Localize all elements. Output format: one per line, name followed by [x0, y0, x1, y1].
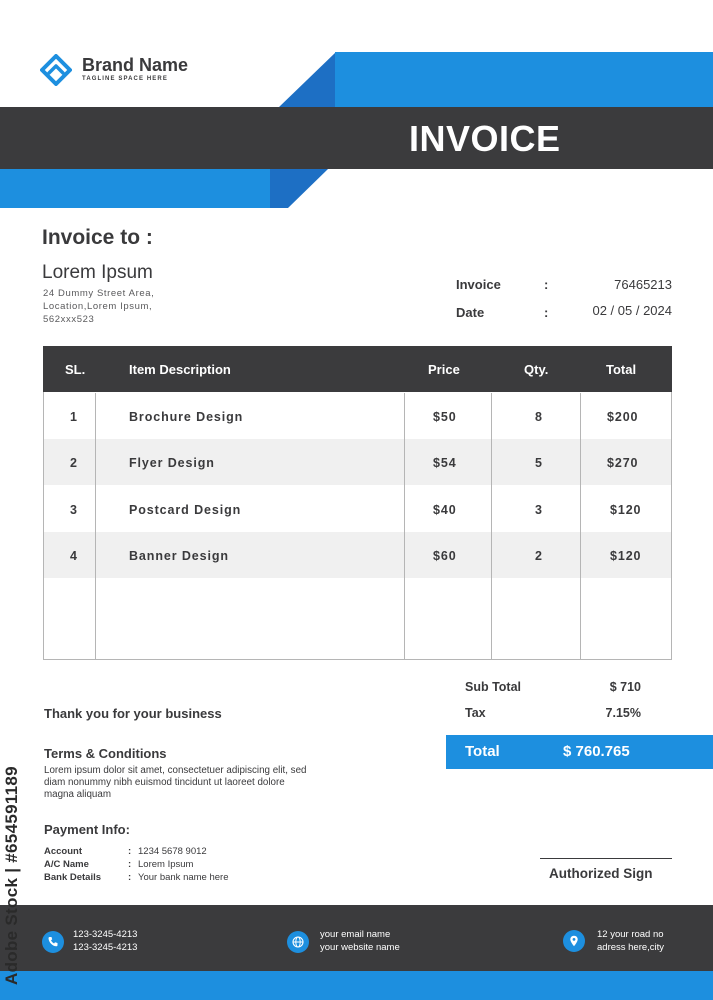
column-divider [404, 393, 405, 660]
invoice-date-value: 02 / 05 / 2024 [592, 303, 672, 318]
invoice-to-label: Invoice to : [42, 226, 153, 249]
terms-title: Terms & Conditions [44, 746, 167, 761]
globe-icon [287, 931, 309, 953]
invoice-date-label: Date [456, 305, 485, 320]
grand-total-value: $ 760.765 [563, 743, 630, 760]
header-accent-shape [278, 52, 338, 108]
cell-description: Flyer Design [129, 456, 215, 470]
cell-sl: 2 [70, 456, 78, 470]
grand-total-label: Total [465, 743, 500, 760]
footer-address [597, 928, 664, 954]
cell-qty: 5 [535, 456, 543, 470]
website-text: your website name [320, 942, 400, 953]
footer-band [0, 905, 713, 971]
invoice-number-label: Invoice [456, 277, 501, 292]
terms-line: magna aliquam [44, 789, 111, 800]
client-address [43, 287, 213, 326]
terms-line: Lorem ipsum dolor sit amet, consectetuer adipiscing elit, sed [44, 765, 307, 776]
payment-colon: : [128, 859, 132, 870]
column-divider [95, 393, 96, 660]
column-header-total: Total [606, 362, 637, 377]
footer-phone [73, 928, 137, 954]
cell-price: $60 [433, 549, 457, 563]
payment-label: Bank Details [44, 872, 102, 883]
brand-name: Brand Name [82, 55, 189, 75]
address-line: Location,Lorem Ipsum, [43, 301, 153, 312]
address-line: 12 your road no [597, 929, 664, 940]
invoice-number-value: 76465213 [614, 277, 672, 292]
cell-total: $200 [607, 410, 639, 424]
column-header-sl: SL. [65, 362, 86, 377]
location-pin-icon [563, 930, 585, 952]
cell-total: $120 [610, 503, 642, 517]
payment-value: Your bank name here [138, 872, 229, 883]
cell-description: Banner Design [129, 549, 229, 563]
address-line: 24 Dummy Street Area, [43, 288, 155, 299]
column-header-qty: Qty. [524, 362, 549, 377]
cell-total: $270 [607, 456, 639, 470]
invoice-date-colon: : [544, 305, 549, 320]
payment-value: Lorem Ipsum [138, 859, 194, 870]
cell-sl: 1 [70, 410, 78, 424]
header-accent-shape-lower [270, 169, 328, 208]
subtotal-value: $ 710 [609, 680, 641, 694]
diamond-logo-icon [40, 54, 72, 86]
payment-label: Account [44, 846, 82, 857]
payment-colon: : [128, 846, 132, 857]
authorized-sign-label: Authorized Sign [549, 866, 653, 881]
payment-info-title: Payment Info: [44, 822, 130, 837]
cell-qty: 2 [535, 549, 543, 563]
cell-sl: 3 [70, 503, 78, 517]
terms-body [44, 765, 344, 801]
cell-qty: 8 [535, 410, 543, 424]
cell-description: Postcard Design [129, 503, 242, 517]
payment-colon: : [128, 872, 132, 883]
brand-tagline: TAGLINE SPACE HERE [82, 76, 168, 82]
address-line: adress here,city [597, 942, 665, 953]
client-name: Lorem Ipsum [42, 262, 153, 283]
header-blue-band [335, 52, 713, 108]
footer-blue-band [0, 971, 713, 1000]
stock-watermark-text: Adobe Stock | #654591189 [2, 766, 21, 985]
column-header-price: Price [428, 362, 460, 377]
cell-price: $40 [433, 503, 457, 517]
payment-label: A/C Name [44, 859, 89, 870]
tax-value: 7.15% [605, 706, 641, 720]
document-title: INVOICE [409, 118, 561, 159]
header-dark-band [0, 107, 713, 169]
phone-number: 123-3245-4213 [73, 929, 138, 940]
cell-price: $54 [433, 456, 457, 470]
thank-you-note: Thank you for your business [44, 706, 222, 721]
table-header [43, 346, 672, 392]
address-line: 562xxx523 [43, 314, 95, 325]
email-text: your email name [320, 929, 391, 940]
column-divider [580, 393, 581, 660]
column-divider [491, 393, 492, 660]
terms-line: diam nonummy nibh euismod tincidunt ut laoreet dolore [44, 777, 285, 788]
items-table [43, 346, 672, 660]
subtotal-label: Sub Total [465, 680, 522, 694]
phone-icon [42, 931, 64, 953]
tax-label: Tax [465, 706, 486, 720]
brand-logo [40, 52, 220, 88]
signature-line [540, 858, 672, 859]
cell-sl: 4 [70, 549, 78, 563]
invoice-number-colon: : [544, 277, 549, 292]
phone-number: 123-3245-4213 [73, 942, 138, 953]
column-header-description: Item Description [129, 362, 231, 377]
cell-description: Brochure Design [129, 410, 244, 424]
cell-total: $120 [610, 549, 642, 563]
header-blue-band-lower [0, 169, 272, 208]
cell-qty: 3 [535, 503, 543, 517]
grand-total-bar [446, 735, 713, 769]
footer-web [320, 928, 400, 954]
payment-value: 1234 5678 9012 [138, 846, 207, 857]
cell-price: $50 [433, 410, 457, 424]
